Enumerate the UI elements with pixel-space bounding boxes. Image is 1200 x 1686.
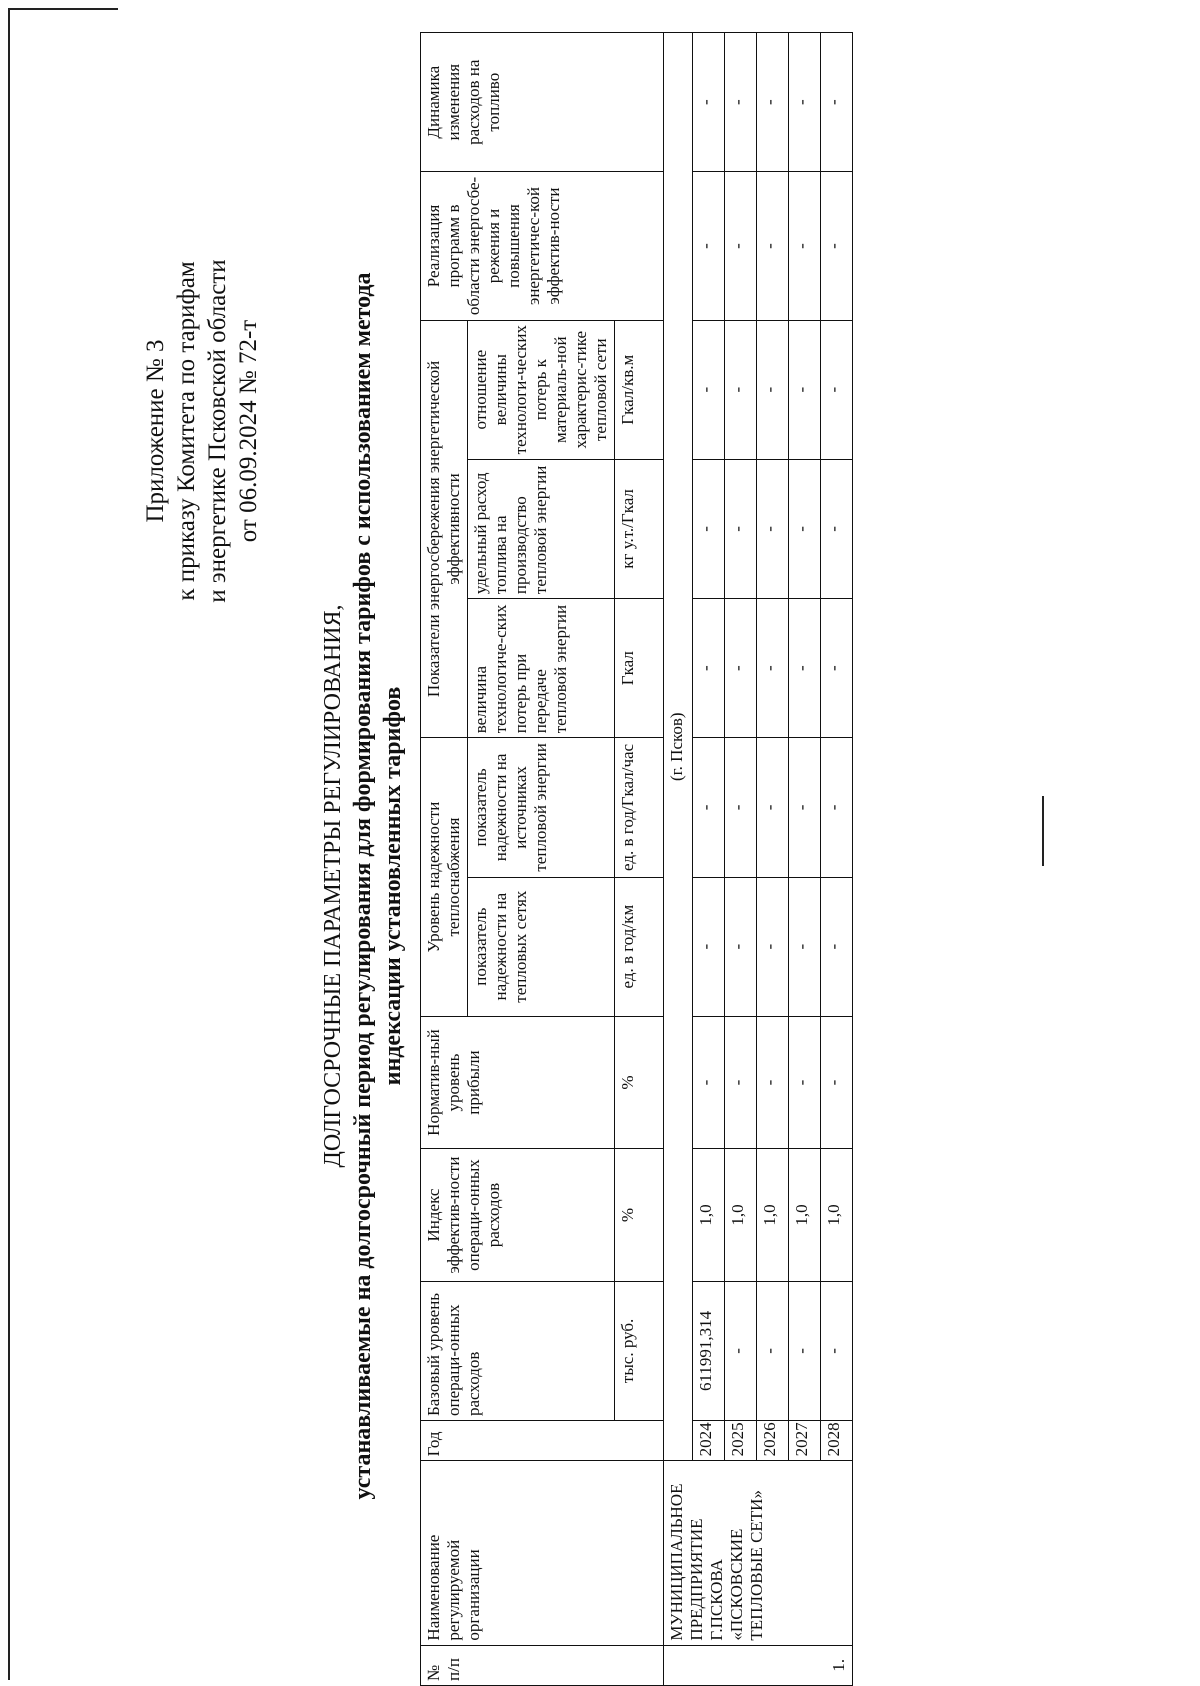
cell-loss-value: -	[725, 599, 757, 738]
header-year: Год	[421, 1421, 664, 1461]
cell-index: 1,0	[821, 1149, 853, 1282]
cell-base: -	[757, 1281, 789, 1420]
title-line: индексации установленных тарифов	[380, 686, 406, 1086]
cell-programs: -	[693, 172, 725, 320]
table-row	[757, 33, 789, 1686]
cell-base: -	[789, 1281, 821, 1420]
cell-year: 2025	[725, 1421, 757, 1461]
city-row	[664, 33, 693, 1686]
table-row	[821, 33, 853, 1686]
table-row	[693, 33, 725, 1686]
cell-fuel-dynamics: -	[821, 33, 853, 172]
cell-rel-networks: -	[821, 877, 853, 1016]
cell-loss-ratio: -	[789, 320, 821, 459]
annex-line: от 06.09.2024 № 72-т	[235, 319, 262, 543]
title-line: устанавливаемые на долгосрочный период регулирования для формирования тарифов с использованием метода	[350, 272, 376, 1500]
cell-profit: -	[821, 1016, 853, 1149]
table-row	[725, 33, 757, 1686]
unit-base: тыс. руб.	[615, 1281, 664, 1420]
annex-line: Приложение № 3	[142, 339, 169, 523]
cell-index: 1,0	[789, 1149, 821, 1282]
cell-profit: -	[725, 1016, 757, 1149]
cell-fuel-dynamics: -	[693, 33, 725, 172]
cell-loss-value: -	[789, 599, 821, 738]
cell-rel-sources: -	[789, 738, 821, 877]
annex-line: к приказу Комитета по тарифам	[173, 261, 200, 601]
cell-year: 2027	[789, 1421, 821, 1461]
cell-rel-sources: -	[821, 738, 853, 877]
header-profit-level: Норматив-ный уровень прибыли	[421, 1016, 615, 1149]
cell-rel-networks: -	[789, 877, 821, 1016]
row-number: 1.	[664, 1645, 853, 1685]
cell-rel-sources: -	[725, 738, 757, 877]
cell-profit: -	[693, 1016, 725, 1149]
unit-loss-value: Гкал	[615, 599, 664, 738]
header-rel-networks: показатель надежности на тепловых сетях	[468, 877, 615, 1016]
header-efficiency-index: Индекс эффектив-ности операци-онных расходов	[421, 1149, 615, 1282]
cell-year: 2024	[693, 1421, 725, 1461]
cell-loss-ratio: -	[821, 320, 853, 459]
cell-fuel-rate: -	[789, 459, 821, 598]
cell-loss-ratio: -	[757, 320, 789, 459]
header-loss-value: величина технологиче-ских потерь при передаче тепловой энергии	[468, 599, 615, 738]
header-organization: Наименование регулируемой организации	[421, 1461, 664, 1645]
cell-rel-networks: -	[693, 877, 725, 1016]
cell-fuel-rate: -	[725, 459, 757, 598]
unit-profit: %	[615, 1016, 664, 1149]
city-label: (г. Псков)	[664, 33, 693, 1461]
cell-loss-ratio: -	[725, 320, 757, 459]
header-programs: Реализация программ в области энергосбе-режения и повышения энергетичес-кой эффектив-ности	[421, 172, 664, 320]
cell-fuel-rate: -	[821, 459, 853, 598]
cell-base: -	[725, 1281, 757, 1420]
cell-loss-ratio: -	[693, 320, 725, 459]
cell-rel-networks: -	[725, 877, 757, 1016]
header-row	[421, 33, 468, 1686]
cell-base: -	[821, 1281, 853, 1420]
document-title	[318, 96, 408, 1676]
title-line: ДОЛГОСРОЧНЫЕ ПАРАМЕТРЫ РЕГУЛИРОВАНИЯ,	[320, 604, 346, 1168]
cell-fuel-dynamics: -	[789, 33, 821, 172]
cell-rel-networks: -	[757, 877, 789, 1016]
table-row	[789, 33, 821, 1686]
cell-profit: -	[757, 1016, 789, 1149]
cell-fuel-dynamics: -	[757, 33, 789, 172]
annex-line: и энергетике Псковской области	[204, 259, 231, 603]
unit-fuel-rate: кг у.т./Гкал	[615, 459, 664, 598]
cell-profit: -	[789, 1016, 821, 1149]
cell-programs: -	[789, 172, 821, 320]
cell-year: 2026	[757, 1421, 789, 1461]
cell-programs: -	[821, 172, 853, 320]
header-reliability-group: Уровень надежности теплоснабжения	[421, 738, 468, 1016]
cell-fuel-dynamics: -	[725, 33, 757, 172]
header-loss-ratio: отношение величины технологи-ческих потерь к материаль-ной характерис-тике тепловой сети	[468, 320, 615, 459]
cell-fuel-rate: -	[693, 459, 725, 598]
annex-block	[140, 221, 264, 641]
separator-line	[1042, 796, 1044, 866]
header-fuel-rate: удельный расход топлива на производство тепловой энергии	[468, 459, 615, 598]
cell-index: 1,0	[693, 1149, 725, 1282]
unit-rel-networks: ед. в год/км	[615, 877, 664, 1016]
parameters-table	[420, 32, 853, 1686]
header-energy-group: Показатели энергосбережения энергетической эффективности	[421, 320, 468, 738]
cell-base: 611991,314	[693, 1281, 725, 1420]
organization-name: МУНИЦИПАЛЬНОЕ ПРЕДПРИЯТИЕ Г.ПСКОВА «ПСКОВСКИЕ ТЕПЛОВЫЕ СЕТИ»	[664, 1461, 853, 1645]
cell-fuel-rate: -	[757, 459, 789, 598]
header-num: № п/п	[421, 1645, 664, 1685]
header-base-level: Базовый уровень операци-онных расходов	[421, 1281, 615, 1420]
cell-index: 1,0	[725, 1149, 757, 1282]
cell-rel-sources: -	[757, 738, 789, 877]
unit-rel-sources: ед. в год/Гкал/час	[615, 738, 664, 877]
cell-programs: -	[757, 172, 789, 320]
cell-year: 2028	[821, 1421, 853, 1461]
cell-rel-sources: -	[693, 738, 725, 877]
cell-loss-value: -	[693, 599, 725, 738]
header-rel-sources: показатель надежности на источниках тепловой энергии	[468, 738, 615, 877]
cell-programs: -	[725, 172, 757, 320]
unit-loss-ratio: Гкал/кв.м	[615, 320, 664, 459]
unit-index: %	[615, 1149, 664, 1282]
header-fuel-dynamics: Динамика изменения расходов на топливо	[421, 33, 664, 172]
cell-loss-value: -	[821, 599, 853, 738]
cell-loss-value: -	[757, 599, 789, 738]
cell-index: 1,0	[757, 1149, 789, 1282]
